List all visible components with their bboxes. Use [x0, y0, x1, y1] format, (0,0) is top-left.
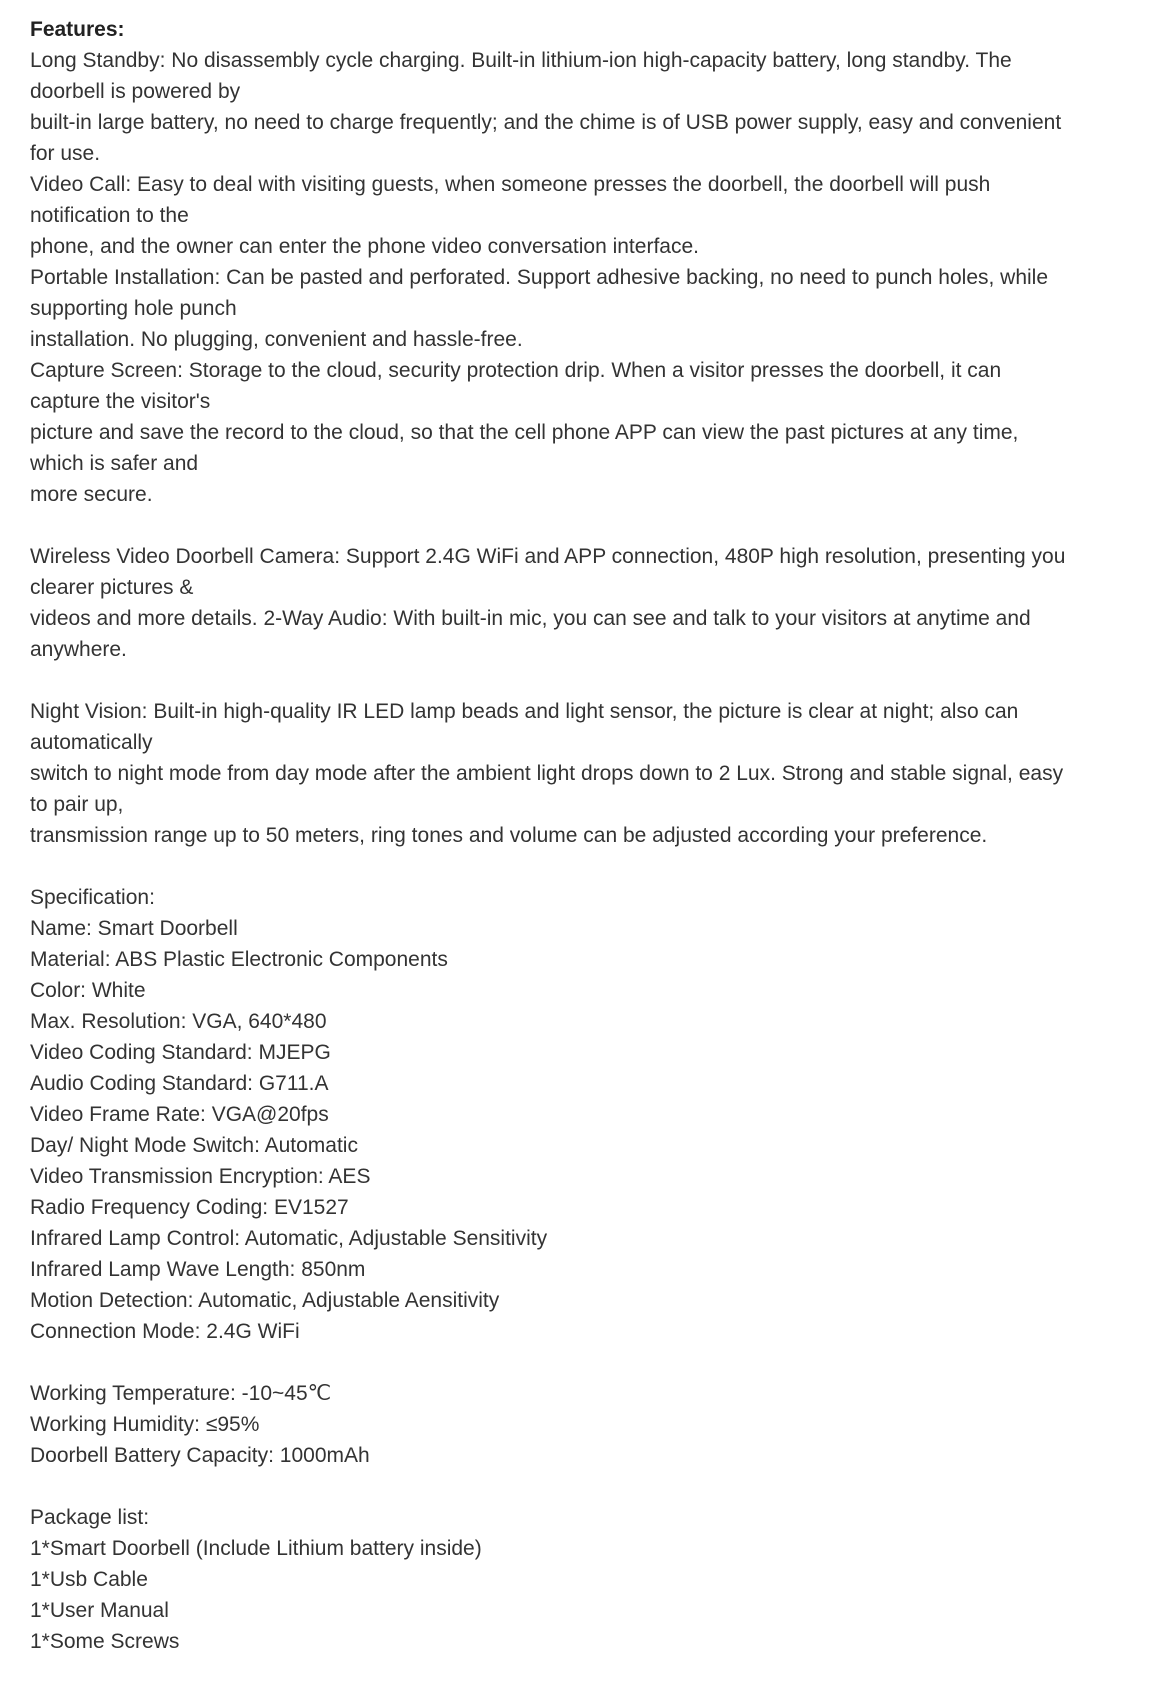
- features-line: for use.: [30, 142, 101, 165]
- environment-block: [30, 1378, 1145, 1471]
- features-block: [30, 45, 1145, 510]
- paragraph-gap: [30, 1347, 1145, 1378]
- environment-line: Working Temperature: -10~45℃: [30, 1382, 332, 1405]
- night-vision-line: automatically: [30, 731, 153, 754]
- product-description: [30, 14, 1145, 1657]
- spec-line: Video Frame Rate: VGA@20fps: [30, 1103, 329, 1126]
- features-line: doorbell is powered by: [30, 80, 241, 103]
- night-vision-block: [30, 696, 1145, 851]
- specification-block: [30, 882, 1145, 1347]
- features-line: capture the visitor's: [30, 390, 211, 413]
- features-line: supporting hole punch: [30, 297, 237, 320]
- camera-block: [30, 541, 1145, 665]
- package-item: 1*Some Screws: [30, 1630, 180, 1653]
- paragraph-gap: [30, 510, 1145, 541]
- features-line: picture and save the record to the cloud, so that the cell phone APP can view the past pictures at any time,: [30, 421, 1019, 444]
- spec-line: Motion Detection: Automatic, Adjustable Aensitivity: [30, 1289, 500, 1312]
- camera-line: Wireless Video Doorbell Camera: Support 2.4G WiFi and APP connection, 480P high resolution, presenting you: [30, 545, 1066, 568]
- package-block: [30, 1502, 1145, 1657]
- features-line: Video Call: Easy to deal with visiting guests, when someone presses the doorbell, the doorbell will push: [30, 173, 991, 196]
- spec-line: Color: White: [30, 979, 146, 1002]
- package-heading: Package list:: [30, 1506, 150, 1529]
- features-line: Long Standby: No disassembly cycle charging. Built-in lithium-ion high-capacity battery, long standby. The: [30, 49, 1012, 72]
- spec-line: Video Coding Standard: MJEPG: [30, 1041, 331, 1064]
- camera-line: clearer pictures &: [30, 576, 194, 599]
- features-heading: Features:: [30, 18, 125, 41]
- spec-line: Name: Smart Doorbell: [30, 917, 238, 940]
- camera-line: videos and more details. 2-Way Audio: With built-in mic, you can see and talk to your visitors at anytime and: [30, 607, 1031, 630]
- paragraph-gap: [30, 851, 1145, 882]
- spec-line: Video Transmission Encryption: AES: [30, 1165, 371, 1188]
- spec-line: Connection Mode: 2.4G WiFi: [30, 1320, 300, 1343]
- features-line: phone, and the owner can enter the phone video conversation interface.: [30, 235, 699, 258]
- features-line: built-in large battery, no need to charge frequently; and the chime is of USB power supply, easy and convenient: [30, 111, 1062, 134]
- spec-line: Audio Coding Standard: G711.A: [30, 1072, 329, 1095]
- spec-line: Infrared Lamp Wave Length: 850nm: [30, 1258, 366, 1281]
- spec-line: Radio Frequency Coding: EV1527: [30, 1196, 349, 1219]
- package-item: 1*User Manual: [30, 1599, 169, 1622]
- features-line: Portable Installation: Can be pasted and perforated. Support adhesive backing, no need to punch holes, while: [30, 266, 1049, 289]
- night-vision-line: transmission range up to 50 meters, ring tones and volume can be adjusted according your preference.: [30, 824, 988, 847]
- spec-line: Day/ Night Mode Switch: Automatic: [30, 1134, 358, 1157]
- specification-heading: Specification:: [30, 886, 155, 909]
- spec-line: Material: ABS Plastic Electronic Components: [30, 948, 448, 971]
- features-line: installation. No plugging, convenient and hassle-free.: [30, 328, 523, 351]
- environment-line: Working Humidity: ≤95%: [30, 1413, 260, 1436]
- features-line: notification to the: [30, 204, 189, 227]
- environment-line: Doorbell Battery Capacity: 1000mAh: [30, 1444, 370, 1467]
- paragraph-gap: [30, 1471, 1145, 1502]
- night-vision-line: to pair up,: [30, 793, 124, 816]
- paragraph-gap: [30, 665, 1145, 696]
- features-line: which is safer and: [30, 452, 199, 475]
- features-line: Capture Screen: Storage to the cloud, security protection drip. When a visitor presses the doorbell, it can: [30, 359, 1002, 382]
- night-vision-line: switch to night mode from day mode after the ambient light drops down to 2 Lux. Strong and stable signal, easy: [30, 762, 1064, 785]
- package-item: 1*Smart Doorbell (Include Lithium battery inside): [30, 1537, 482, 1560]
- camera-line: anywhere.: [30, 638, 127, 661]
- spec-line: Infrared Lamp Control: Automatic, Adjustable Sensitivity: [30, 1227, 548, 1250]
- package-item: 1*Usb Cable: [30, 1568, 148, 1591]
- features-line: more secure.: [30, 483, 153, 506]
- night-vision-line: Night Vision: Built-in high-quality IR LED lamp beads and light sensor, the picture is clear at night; also can: [30, 700, 1019, 723]
- spec-line: Max. Resolution: VGA, 640*480: [30, 1010, 327, 1033]
